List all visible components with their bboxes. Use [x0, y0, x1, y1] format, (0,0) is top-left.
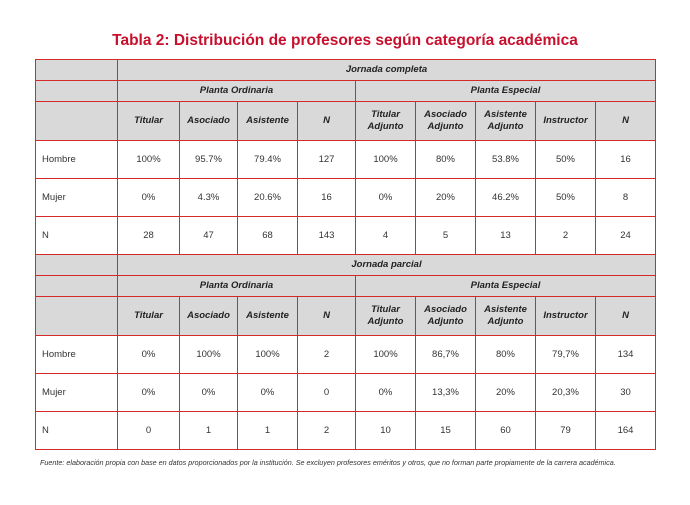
- data-cell: 13,3%: [416, 374, 476, 412]
- data-cell: 13: [476, 217, 536, 255]
- data-cell: 143: [298, 217, 356, 255]
- column-header: Asociado Adjunto: [416, 297, 476, 336]
- data-cell: 79: [536, 412, 596, 450]
- group-header-ordinaria: Planta Ordinaria: [118, 81, 356, 102]
- data-cell: 80%: [476, 336, 536, 374]
- data-cell: 164: [596, 412, 656, 450]
- corner-cell: [36, 276, 118, 297]
- data-cell: 53.8%: [476, 141, 536, 179]
- column-header: Titular Adjunto: [356, 297, 416, 336]
- table-row: [36, 336, 656, 374]
- data-cell: 127: [298, 141, 356, 179]
- data-cell: 15: [416, 412, 476, 450]
- source-footnote: Fuente: elaboración propia con base en datos proporcionados por la institución. Se excluyen profesores eméritos y otros, que no forman parte propiamente de la carrera académica.: [40, 458, 616, 467]
- data-cell: 20,3%: [536, 374, 596, 412]
- data-cell: 60: [476, 412, 536, 450]
- section-header: Jornada parcial: [118, 255, 656, 276]
- data-cell: 8: [596, 179, 656, 217]
- corner-cell: [36, 102, 118, 141]
- data-cell: 0%: [238, 374, 298, 412]
- data-cell: 16: [298, 179, 356, 217]
- data-cell: 86,7%: [416, 336, 476, 374]
- row-label: Mujer: [36, 179, 118, 217]
- column-header: N: [298, 297, 356, 336]
- data-cell: 0%: [118, 336, 180, 374]
- corner-cell: [36, 60, 118, 81]
- column-header: Asociado: [180, 102, 238, 141]
- data-cell: 2: [536, 217, 596, 255]
- column-header: Instructor: [536, 297, 596, 336]
- data-cell: 20%: [416, 179, 476, 217]
- column-header: N: [298, 102, 356, 141]
- data-cell: 1: [238, 412, 298, 450]
- table-row: [36, 412, 656, 450]
- column-header: Asociado: [180, 297, 238, 336]
- row-label: N: [36, 412, 118, 450]
- column-header: N: [596, 297, 656, 336]
- data-cell: 0: [118, 412, 180, 450]
- data-cell: 100%: [356, 141, 416, 179]
- data-cell: 0%: [118, 179, 180, 217]
- column-header: Instructor: [536, 102, 596, 141]
- data-cell: 0%: [356, 179, 416, 217]
- corner-cell: [36, 255, 118, 276]
- row-label: Mujer: [36, 374, 118, 412]
- data-cell: 68: [238, 217, 298, 255]
- column-header: Titular Adjunto: [356, 102, 416, 141]
- data-cell: 80%: [416, 141, 476, 179]
- distribution-table: [35, 59, 656, 450]
- data-cell: 16: [596, 141, 656, 179]
- data-cell: 47: [180, 217, 238, 255]
- data-cell: 0%: [356, 374, 416, 412]
- data-cell: 20.6%: [238, 179, 298, 217]
- data-cell: 50%: [536, 141, 596, 179]
- column-header: Titular: [118, 102, 180, 141]
- data-cell: 1: [180, 412, 238, 450]
- table-row: [36, 217, 656, 255]
- data-cell: 10: [356, 412, 416, 450]
- row-label: N: [36, 217, 118, 255]
- table-title: Tabla 2: Distribución de profesores según categoría académica: [112, 32, 578, 49]
- table-row: [36, 141, 656, 179]
- group-header-especial: Planta Especial: [356, 81, 656, 102]
- column-header: Asistente Adjunto: [476, 297, 536, 336]
- data-cell: 100%: [118, 141, 180, 179]
- row-label: Hombre: [36, 336, 118, 374]
- data-cell: 79,7%: [536, 336, 596, 374]
- table-row: [36, 374, 656, 412]
- column-header: Asistente: [238, 297, 298, 336]
- section-header: Jornada completa: [118, 60, 656, 81]
- data-cell: 100%: [238, 336, 298, 374]
- group-header-especial: Planta Especial: [356, 276, 656, 297]
- table-row: [36, 179, 656, 217]
- column-header: Asistente Adjunto: [476, 102, 536, 141]
- corner-cell: [36, 81, 118, 102]
- data-cell: 2: [298, 412, 356, 450]
- data-cell: 5: [416, 217, 476, 255]
- column-header: Asistente: [238, 102, 298, 141]
- data-cell: 134: [596, 336, 656, 374]
- data-cell: 50%: [536, 179, 596, 217]
- corner-cell: [36, 297, 118, 336]
- data-cell: 95.7%: [180, 141, 238, 179]
- row-label: Hombre: [36, 141, 118, 179]
- data-cell: 4.3%: [180, 179, 238, 217]
- data-cell: 0: [298, 374, 356, 412]
- data-cell: 28: [118, 217, 180, 255]
- data-cell: 100%: [180, 336, 238, 374]
- data-cell: 2: [298, 336, 356, 374]
- data-cell: 4: [356, 217, 416, 255]
- data-cell: 20%: [476, 374, 536, 412]
- data-cell: 79.4%: [238, 141, 298, 179]
- column-header: Asociado Adjunto: [416, 102, 476, 141]
- data-cell: 46.2%: [476, 179, 536, 217]
- data-cell: 0%: [118, 374, 180, 412]
- group-header-ordinaria: Planta Ordinaria: [118, 276, 356, 297]
- column-header: Titular: [118, 297, 180, 336]
- column-header: N: [596, 102, 656, 141]
- data-cell: 30: [596, 374, 656, 412]
- data-cell: 24: [596, 217, 656, 255]
- data-cell: 100%: [356, 336, 416, 374]
- data-cell: 0%: [180, 374, 238, 412]
